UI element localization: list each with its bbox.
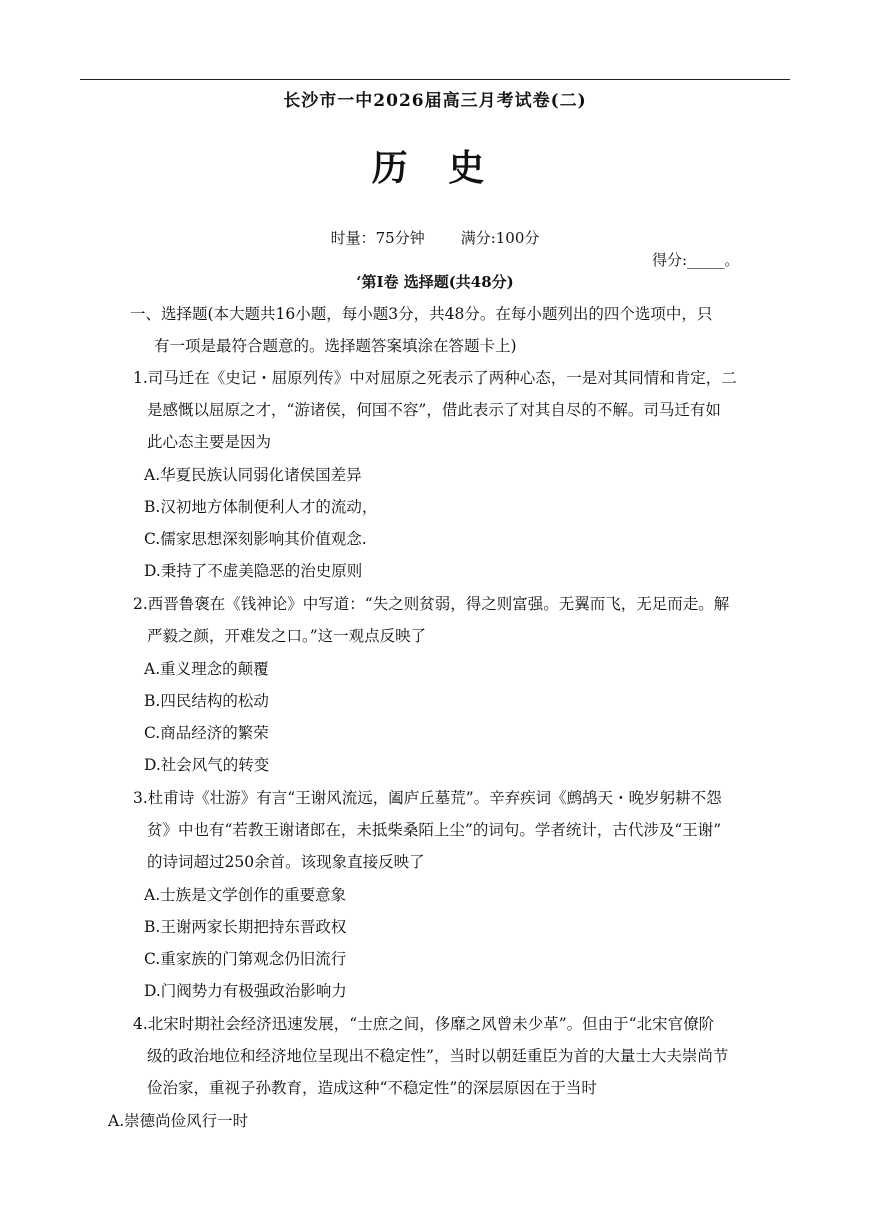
question-2-option-a: A.重义理念的颠覆	[144, 660, 269, 678]
stem-line: 严毅之颜，开难发之口。”这一观点反映了	[147, 627, 427, 645]
stem-line: 4.北宋时期社会经济迅速发展，“士庶之间，侈靡之风曾未少革”。但由于“北宋官僚阶	[133, 1015, 715, 1033]
question-1-option-a: A.华夏民族认同弱化诸侯国差异	[144, 466, 362, 484]
question-4-option-a: A.崇德尚俭风行一时	[108, 1112, 249, 1130]
stem-line: 2.西晋鲁褒在《钱神论》中写道：“失之则贫弱，得之则富强。无翼而飞，无足而走。解	[133, 595, 730, 613]
score-field: 得分:_____。	[652, 251, 740, 269]
header-rule	[80, 79, 790, 80]
exam-meta	[0, 227, 870, 248]
stem-line: 的诗词超过250余首。该现象直接反映了	[147, 853, 425, 871]
question-2-stem	[133, 588, 729, 652]
section-instruction	[130, 298, 712, 362]
duration: 时量：75分钟	[330, 229, 425, 247]
subject-title: 历 史	[371, 147, 499, 189]
stem-line: 贫》中也有“若教王谢诸郎在，未抵柴桑陌上尘”的词句。学者统计，古代涉及“王谢”	[147, 821, 722, 839]
stem-line: 3.杜甫诗《壮游》有言“王谢风流远，阖庐丘墓荒”。辛弃疾词《鹧鸪天・晚岁躬耕不怨	[133, 789, 722, 807]
exam-title: 长沙市一中2026届高三月考试卷(二)	[283, 91, 587, 111]
stem-line: 1.司马迁在《史记・屈原列传》中对屈原之死表示了两种心态，一是对其同情和肯定，二	[133, 369, 737, 387]
question-1-stem	[133, 362, 737, 458]
question-3-option-c: C.重家族的门第观念仍旧流行	[144, 950, 347, 968]
question-3-option-b: B.王谢两家长期把持东晋政权	[144, 918, 347, 936]
stem-line: 此心态主要是因为	[147, 433, 272, 451]
question-1-option-b: B.汉初地方体制便利人才的流动，	[144, 498, 378, 516]
question-1-option-c: C.儒家思想深刻影响其价值观念.	[144, 530, 367, 548]
question-3-stem	[133, 782, 722, 878]
question-2-option-b: B.四民结构的松动	[144, 692, 269, 710]
question-3-option-d: D.门阀势力有极强政治影响力	[144, 982, 347, 1000]
instruction-line: 有一项是最符合题意的。选择题答案填涂在答题卡上)	[154, 337, 517, 355]
question-1-option-d: D.秉持了不虚美隐恶的治史原则	[144, 562, 363, 580]
section-title: ‘第Ⅰ卷 选择题(共48分)	[356, 273, 514, 291]
instruction-line: 一、选择题(本大题共16小题，每小题3分，共48分。在每小题列出的四个选项中，只	[130, 305, 713, 323]
full-score: 满分:100分	[460, 229, 540, 247]
question-4-stem	[133, 1008, 728, 1104]
stem-line: 是感慨以屈原之才，“游诸侯，何国不容”，借此表示了对其自尽的不解。司马迁有如	[147, 401, 721, 419]
question-3-option-a: A.士族是文学创作的重要意象	[144, 886, 347, 904]
question-2-option-d: D.社会风气的转变	[144, 756, 270, 774]
stem-line: 俭治家，重视子孙教育，造成这种“不稳定性”的深层原因在于当时	[147, 1079, 597, 1097]
question-2-option-c: C.商品经济的繁荣	[144, 724, 269, 742]
stem-line: 级的政治地位和经济地位呈现出不稳定性”，当时以朝廷重臣为首的大量士大夫崇尚节	[147, 1047, 729, 1065]
